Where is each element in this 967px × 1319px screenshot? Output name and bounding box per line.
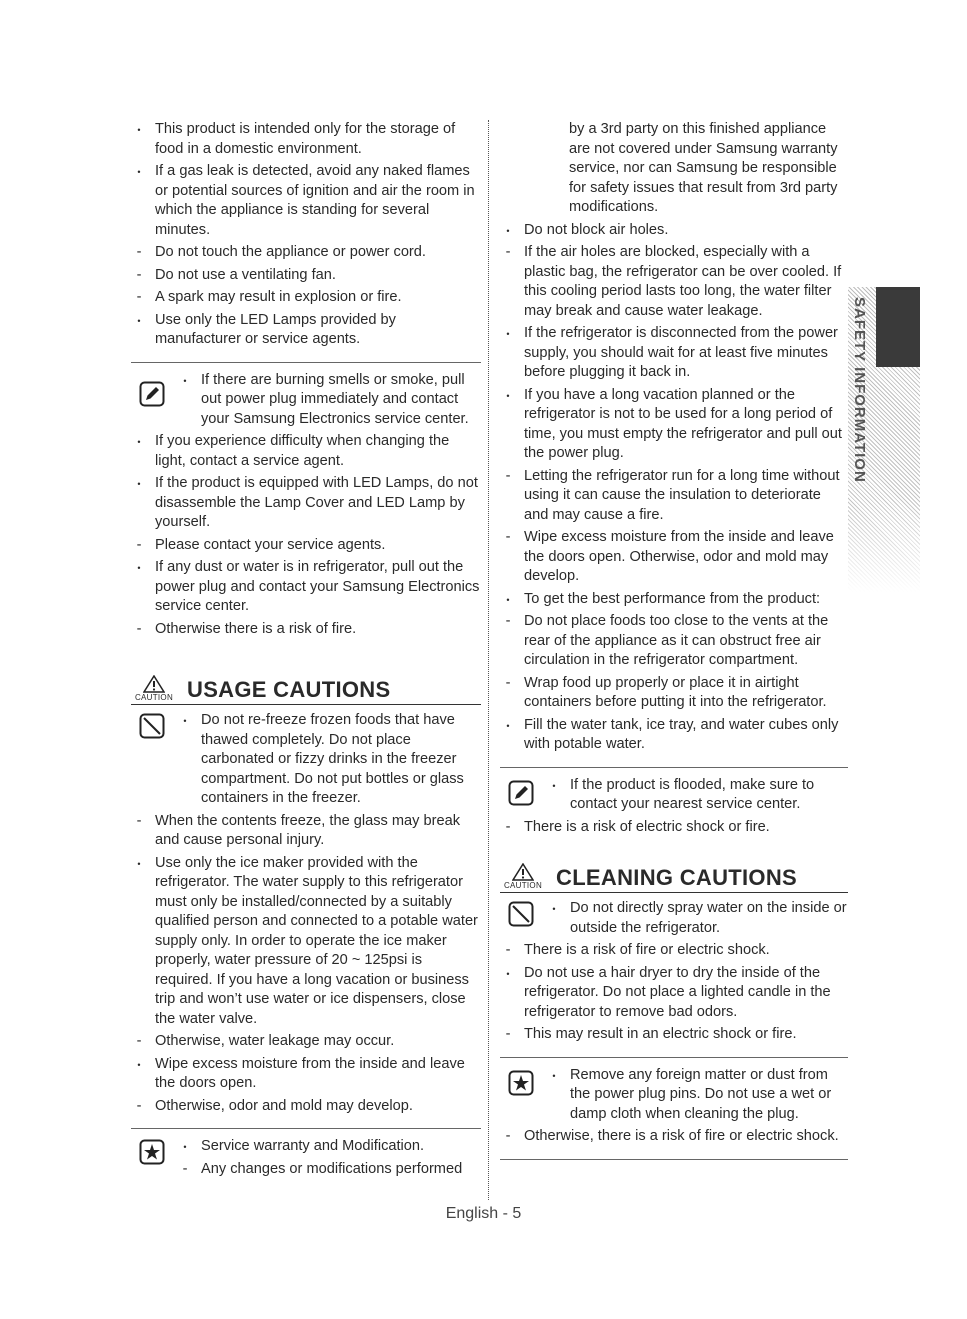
warning-triangle-icon <box>143 675 165 693</box>
list-item: - Wrap food up properly or place it in airtight containers before putting it into the refrigerator. <box>505 674 827 710</box>
list-item: • If a gas leak is detected, avoid any naked flames or potential sources of ignition and air the room in which the appliance is standing for several minutes. <box>137 163 475 238</box>
usage-cautions-heading <box>131 675 481 705</box>
list-item: • Service warranty and Modification. <box>183 1138 425 1154</box>
list-item: - If the air holes are blocked, especially with a plastic bag, the refrigerator can be over cooled. If this cooling period lasts too long, the water filter may break and cause water leakage. <box>505 244 842 319</box>
note-block-warning <box>131 371 481 640</box>
list-item: • If there are burning smells or smoke, pull out power plug immediately and contact your Samsung Electronics service center. <box>183 371 469 427</box>
list-item: • If the product is flooded, make sure to contact your nearest service center. <box>552 776 815 812</box>
list-item: - Wipe excess moisture from the inside and leave the doors open. Otherwise, odor and mold may develop. <box>505 529 834 584</box>
divider-line <box>500 767 848 768</box>
continuation-text: by a 3rd party on this finished appliance are not covered under Samsung warranty service, nor can Samsung be responsible for safety issues that result from 3rd party modifications. <box>569 121 838 215</box>
top-items <box>131 120 481 350</box>
list-item: • Do not use a hair dryer to dry the inside of the refrigerator. Do not place a lighted candle in the refrigerator to remove bad odors. <box>506 964 831 1020</box>
list-item: • To get the best performance from the product: <box>506 590 821 607</box>
caution-symbol <box>500 863 546 890</box>
side-tab-highlight <box>876 287 920 367</box>
prohibited-icon <box>139 713 165 739</box>
right-column <box>500 120 848 1168</box>
list-item: - Do not use a ventilating fan. <box>136 266 336 283</box>
list-item: • Use only the ice maker provided with the refrigerator. The water supply to this refrigerator must only be installed/connected by a suitably qualified person and connected to a potable water supply only. In order to operate the ice maker properly, water pressure of 20 ~ 125psi is required. If you have a long vacation or business trip and won’t use water or ice dispensers, close the water valve. <box>137 854 478 1027</box>
note-block-prohibited <box>500 899 848 1045</box>
pencil-note-icon <box>139 381 165 407</box>
list-item: - Letting the refrigerator run for a long time without using it can cause the insulation to deteriorate and may cause a fire. <box>505 467 840 523</box>
caution-symbol <box>131 675 177 702</box>
list-item: • If you experience difficulty when changing the light, contact a service agent. <box>137 433 450 469</box>
list-item: • Fill the water tank, ice tray, and water cubes only with potable water. <box>506 716 839 752</box>
list-item: • Do not re-freeze frozen foods that have thawed completely. Do not place carbonated or fizzy drinks in the freezer compartment. Do not put bottles or glass containers in the freezer. <box>183 712 464 806</box>
list-item: • Do not directly spray water on the inside or outside the refrigerator. <box>552 900 847 936</box>
list-item: - A spark may result in explosion or fire. <box>136 289 402 305</box>
section-title: USAGE CAUTIONS <box>187 677 391 702</box>
divider-line <box>500 1057 848 1058</box>
list-item: - This may result in an electric shock or fire. <box>505 1026 797 1042</box>
list-item: • If any dust or water is in refrigerator, pull out the power plug and contact your Samsung Electronics service center. <box>137 559 480 614</box>
list-item: • Do not block air holes. <box>506 221 669 238</box>
list-item: - Do not place foods too close to the vents at the rear of the appliance as it can obstruct free air circulation in the refrigerator compartment. <box>505 613 829 668</box>
caution-label: CAUTION <box>134 693 174 702</box>
divider-line <box>131 1128 481 1129</box>
list-item: - There is a risk of fire or electric shock. <box>505 942 770 958</box>
star-note-icon <box>508 1070 534 1096</box>
note-block-prohibited <box>131 711 481 1116</box>
list-item: • This product is intended only for the storage of food in a domestic environment. <box>137 121 456 157</box>
list-item: • Use only the LED Lamps provided by manufacturer or service agents. <box>137 311 396 347</box>
list-item: - Do not touch the appliance or power cord. <box>136 244 426 260</box>
list-item: - Please contact your service agents. <box>136 536 386 553</box>
prohibited-icon <box>508 901 534 927</box>
list-item: - Otherwise there is a risk of fire. <box>136 620 357 637</box>
section-side-tab <box>848 287 920 592</box>
note-block-star <box>131 1137 481 1179</box>
section-title: CLEANING CAUTIONS <box>556 865 797 890</box>
column-divider <box>488 120 489 1200</box>
list-item: - There is a risk of electric shock or fire. <box>505 818 770 835</box>
cleaning-cautions-heading <box>500 863 848 893</box>
list-item: • If the product is equipped with LED Lamps, do not disassemble the Lamp Cover and LED Lamp by yourself. <box>137 475 478 530</box>
page-footer: English - 5 <box>445 1205 522 1222</box>
list-item: - Any changes or modifications performed <box>182 1160 463 1177</box>
list-item: - When the contents freeze, the glass may break and cause personal injury. <box>136 812 461 848</box>
side-tab-label: SAFETY INFORMATION <box>851 297 868 483</box>
list-item: • If you have a long vacation planned or the refrigerator is not to be used for a long period of time, you must empty the refrigerator and pull out the power plug. <box>506 386 842 461</box>
list-item: • Wipe excess moisture from the inside and leave the doors open. <box>137 1055 465 1091</box>
list-item: • Remove any foreign matter or dust from the power plug pins. Do not use a wet or damp cloth when cleaning the plug. <box>552 1066 832 1122</box>
list-item: - Otherwise, water leakage may occur. <box>136 1033 395 1049</box>
left-column <box>131 120 481 1182</box>
divider-line <box>500 1159 848 1160</box>
list-item: - Otherwise, odor and mold may develop. <box>136 1097 413 1114</box>
pencil-note-icon <box>508 780 534 806</box>
warning-triangle-icon <box>512 863 534 881</box>
note-block-star <box>500 1066 848 1147</box>
list-item: • If the refrigerator is disconnected from the power supply, you should wait for at least five minutes before plugging it back in. <box>506 325 838 380</box>
divider-line <box>131 362 481 363</box>
note-block-warning <box>500 776 848 838</box>
list-item: - Otherwise, there is a risk of fire or electric shock. <box>505 1128 839 1144</box>
caution-label: CAUTION <box>503 881 543 890</box>
